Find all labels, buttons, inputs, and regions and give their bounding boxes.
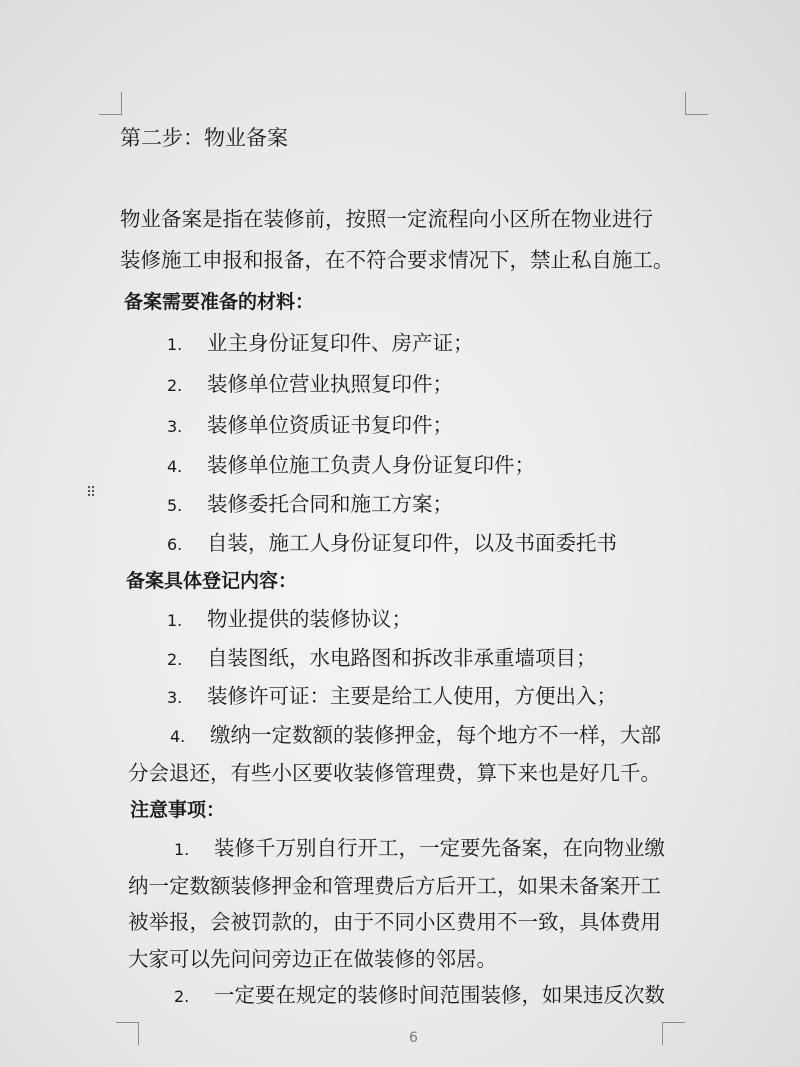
list-number: 4.	[167, 457, 183, 476]
list-item	[174, 981, 665, 1011]
list-number: 2.	[167, 376, 183, 395]
list-item	[167, 370, 453, 400]
list-text: 物业提供的装修协议；	[207, 607, 412, 631]
intro-line-1: 物业备案是指在装修前，按照一定流程向小区所在物业进行	[120, 207, 653, 231]
page-corner-mark-top-left	[99, 92, 122, 115]
list-text: 业主身份证复印件、房产证；	[207, 331, 474, 355]
section-title-materials: 备案需要准备的材料：	[124, 291, 315, 313]
list-item	[167, 682, 617, 712]
list-number: 1.	[174, 840, 190, 859]
list-number: 3.	[167, 688, 183, 707]
list-number: 5.	[167, 496, 183, 515]
list-text: 缴纳一定数额的装修押金，每个地方不一样，大部	[210, 723, 661, 747]
section-title-notes: 注意事项：	[130, 799, 226, 821]
drag-handle-icon[interactable]: ⠿	[86, 485, 97, 501]
page-corner-mark-bottom-left	[116, 1022, 139, 1045]
page-corner-mark-top-right	[685, 92, 708, 115]
list-item	[167, 605, 412, 635]
list-text: 装修单位营业执照复印件；	[207, 372, 453, 396]
list-item	[167, 644, 597, 674]
list-text: 自装图纸，水电路图和拆改非承重墙项目；	[207, 646, 597, 670]
list-text: 装修单位资质证书复印件；	[207, 413, 453, 437]
page-title: 第二步：物业备案	[120, 126, 288, 150]
list-text: 装修千万别自行开工，一定要先备案，在向物业缴	[214, 836, 665, 860]
page-number: 6	[409, 1030, 418, 1046]
list-text: 装修许可证：主要是给工人使用，方便出入；	[207, 684, 617, 708]
intro-line-2: 装修施工申报和报备，在不符合要求情况下，禁止私自施工。	[120, 248, 674, 272]
list-item-continuation: 分会退还，有些小区要收装修管理费，算下来也是好几千。	[128, 761, 661, 785]
section-title-registration: 备案具体登记内容：	[126, 570, 298, 592]
list-item	[167, 490, 453, 520]
list-item-continuation: 纳一定数额装修押金和管理费后方后开工，如果未备案开工	[128, 874, 661, 898]
list-number: 1.	[167, 335, 183, 354]
list-number: 4.	[170, 727, 186, 746]
list-number: 1.	[167, 611, 183, 630]
list-item	[167, 529, 617, 559]
list-text: 装修委托合同和施工方案；	[207, 492, 453, 516]
list-item-continuation: 大家可以先问问旁边正在做装修的邻居。	[128, 947, 497, 971]
list-text: 装修单位施工负责人身份证复印件；	[207, 453, 535, 477]
list-item	[167, 451, 535, 481]
list-number: 3.	[167, 417, 183, 436]
list-number: 2.	[174, 987, 190, 1006]
list-item-continuation: 被举报，会被罚款的，由于不同小区费用不一致，具体费用	[128, 910, 661, 934]
list-item	[167, 411, 453, 441]
list-item	[170, 721, 661, 751]
list-text: 一定要在规定的装修时间范围装修，如果违反次数	[214, 983, 665, 1007]
list-item	[167, 329, 474, 359]
list-item	[174, 834, 665, 864]
list-number: 6.	[167, 535, 183, 554]
list-text: 自装，施工人身份证复印件，以及书面委托书	[207, 531, 617, 555]
list-number: 2.	[167, 650, 183, 669]
page-corner-mark-bottom-right	[662, 1022, 685, 1045]
